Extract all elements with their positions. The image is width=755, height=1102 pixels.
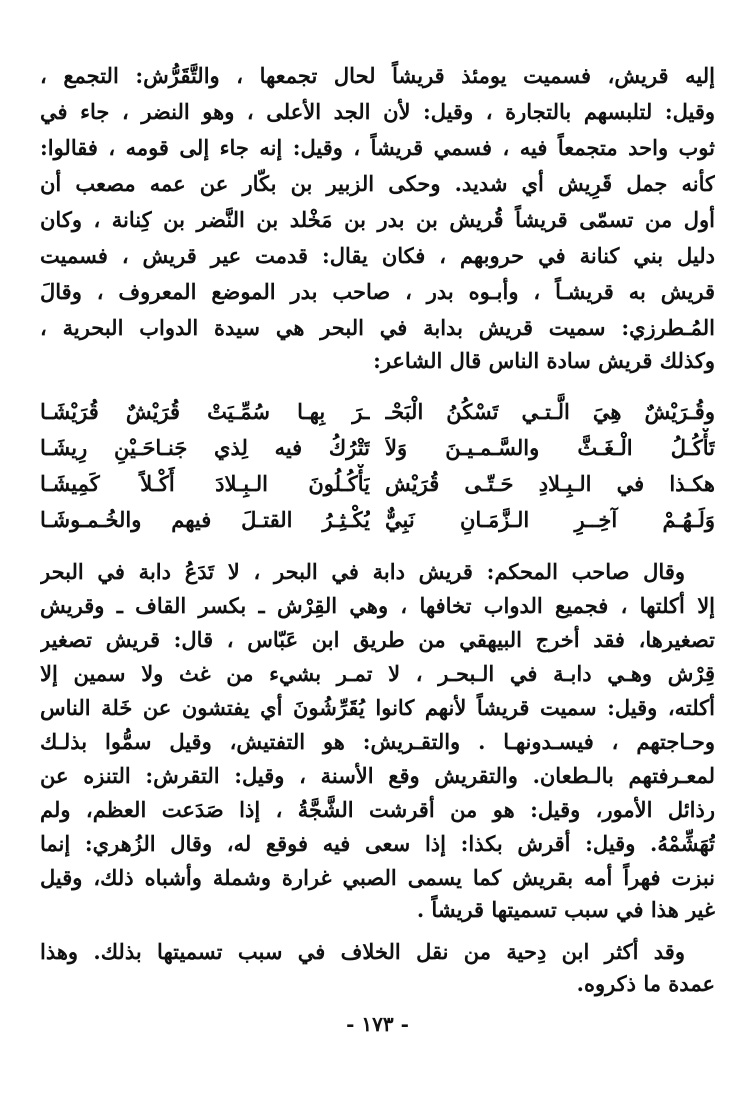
text-line: أول من تسمّى قريشاً قُريش بن بدر بن مَخْلد بن النَّضر بن كِنانة ، وكان [40,207,715,232]
text-line: المُـطرزي: سميت قريش بدابة في البحر هي سيدة الدواب البحرية ، [40,315,715,340]
poem-verse [40,392,715,432]
text-line: وكذلك قريش سادة الناس قال الشاعر: [373,348,715,373]
text-line: لمعـرفتهم بالـطعان. والتقريش وقع الأسنة ، وقيل: التقرش: التنزه عن [40,763,715,788]
verse-second-hemistich: ـرَ بِهـا سُمِّـيَتْ قُرَيْشٌ قُرَيْشَـا [40,399,370,424]
text-line: قريش به قريشـاً ، وأبـوه بدر ، صاحب بدر الموضع المعروف ، وقالَ [40,279,715,304]
text-line: تصغيرها، فقد أخرج البيهقي من طريق ابن عَبّاس ، قال: قريش تصغير [40,627,715,652]
text-line: وقيل: لتلبسهم بالتجارة ، وقيل: لأن الجد الأعلى ، وهو النضر ، جاء في [40,99,715,124]
text-line: أكلته، وقيل: سميت قريشاً لأنهم كانوا يُقَرِّشُونَ أي يفتشون عن خَلة الناس [40,695,715,720]
text-line: وحـاجتهم ، فيسـدونهـا . والتقـريش: هو التفتيش، وقيل سمُّوا بذلـك [40,729,715,754]
text-line: دليل بني كنانة في حروبهم ، فكان يقال: قدمت عير قريش ، فسميت [40,243,715,268]
verse-second-hemistich: يُكْـثِـرُ القتـلَ فيهم والخُـمـوشَـا [40,507,370,532]
poem-verse [40,464,715,504]
poem-verse [40,500,715,540]
verse-first-hemistich: هكـذا في الـبِـلادِ حَـتّـى قُرَيْش [385,471,715,496]
verse-second-hemistich: تَتْرُكُ فيه لِذي جَنـاحَـيْنِ رِيشَـا [40,435,370,460]
text-line: وقال صاحب المحكم: قريش دابة في البحر ، لا تَدَعُ دابة في البحر [40,559,685,584]
text-line: تُهَشِّمْهُ. وقيل: أقرش بكذا: إذا سعى فيه فوقع له، وقال الزُهري: إنما [40,831,715,856]
text-line: وقد أكثر ابن دِحية من نقل الخلاف في سبب تسميتها بذلك. وهذا [40,939,685,964]
text-line: عمدة ما ذكروه. [576,971,715,996]
text-line: قِرْش وهـي دابـة في الـبحـر ، لا تمـر بشيء من غث ولا سمين إلا [40,661,715,686]
text-line: غير هذا في سبب تسميتها قريشاً . [416,897,715,922]
verse-first-hemistich: تَأْكُـلُ الْـغَـثَّ والسَّـمـيـنَ وَلاَ [385,435,715,460]
text-line: إلا أكلتها ، فجميع الدواب تخافها ، وهي القِرْش ـ بكسر القاف ـ وقريش [40,593,715,618]
text-line: كأنه جمل قَرِيش أي شديد. وحكى الزبير بن بكّار عن عمه مصعب أن [40,171,715,196]
verse-first-hemistich: وَلَـهُـمْ آخِــرِ الـزَّمَـانِ نَبِيٌّ [385,507,715,532]
verse-second-hemistich: يَأْكُـلُونَ الـبِـلادَ أَكْـلاً كَمِيشَـا [40,471,370,496]
text-line: رذائل الأمور، وقيل: هو من أقرشت الشَّجَّةُ ، إذا صَدَعت العظم، ولم [40,797,715,822]
text-line: نبزت فهراً أمه بقريش كما يسمى الصبي غرارة وشملة وأشباه ذلك، وقيل [40,865,715,890]
page-number: - ١٧٣ - [346,1012,409,1036]
text-line: ثوب واحد متجمعاً فيه ، فسمي قريشاً ، وقيل: إنه جاء إلى قومه ، فقالوا: [40,135,715,160]
verse-first-hemistich: وقُـرَيْشٌ هِيَ الَّـتـي تَسْكُنُ الْبَحْـ [385,399,715,424]
text-line: إليه قريش، فسميت يومئذ قريشاً لحال تجمعها ، والتَّقَرُّش: التجمع ، [40,63,715,88]
poem-verse [40,428,715,468]
